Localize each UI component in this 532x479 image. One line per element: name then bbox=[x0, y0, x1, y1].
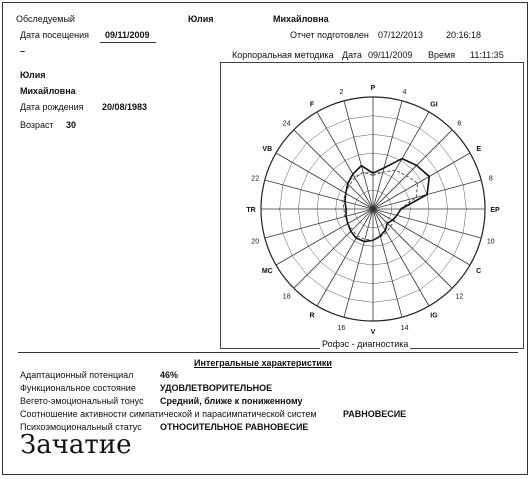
radar-axis-label: F bbox=[309, 101, 315, 109]
report-page bbox=[8, 6, 518, 466]
radar-axis-label: 10 bbox=[486, 238, 495, 246]
radar-spoke bbox=[276, 153, 373, 209]
section-divider bbox=[18, 352, 518, 353]
chart-method: Корпоральная методика bbox=[232, 50, 334, 60]
radar-spoke bbox=[344, 101, 373, 209]
integral-label-3: Соотношение активности симпатической и парасимпатической систем bbox=[20, 409, 317, 419]
visit-date-label: Дата посещения bbox=[20, 30, 89, 40]
integral-label-4: Психоэмоциональный статус bbox=[20, 422, 142, 432]
radar-axis-label: 18 bbox=[282, 293, 291, 301]
radar-spoke bbox=[373, 209, 470, 265]
radar-spoke bbox=[373, 209, 429, 306]
radar-spoke bbox=[373, 112, 429, 209]
chart-footer: Рофэс - диагностика bbox=[322, 339, 409, 349]
chart-time-label: Время bbox=[428, 50, 456, 60]
integral-label-2: Вегето-эмоциональный тонус bbox=[20, 396, 144, 406]
radar-axis-label: 12 bbox=[455, 293, 464, 301]
radar-axis-label: P bbox=[370, 85, 376, 92]
radar-spoke bbox=[373, 209, 452, 288]
integral-value-1: УДОВЛЕТВОРИТЕЛЬНОЕ bbox=[160, 383, 273, 393]
chart-time: 11:11:35 bbox=[470, 50, 504, 60]
radar-spoke bbox=[294, 209, 373, 288]
radar-axis-label: R bbox=[309, 312, 315, 320]
radar-axis-label: 6 bbox=[457, 120, 462, 128]
radar-axis-label: C bbox=[476, 268, 482, 275]
integral-title: Интегральные характеристики bbox=[194, 358, 332, 368]
integral-value-3: РАВНОВЕСИЕ bbox=[343, 409, 407, 419]
radar-spoke bbox=[317, 209, 373, 306]
radar-axis-label: E bbox=[476, 146, 482, 153]
age-value: 30 bbox=[66, 120, 77, 130]
radar-axis-label: EP bbox=[490, 207, 500, 214]
visit-date-underline bbox=[100, 42, 156, 43]
report-label: Отчет подготовлен bbox=[290, 30, 369, 40]
bottom-label: Зачатие bbox=[20, 430, 132, 460]
age-label: Возраст bbox=[20, 120, 54, 130]
chart-box bbox=[220, 62, 524, 349]
birth-date: 20/08/1983 bbox=[102, 102, 148, 112]
radar-axis-label: 8 bbox=[488, 175, 493, 183]
chart-date: 09/11/2009 bbox=[368, 50, 413, 60]
visit-date: 09/11/2009 bbox=[105, 30, 150, 40]
radar-axis-label: 2 bbox=[339, 89, 344, 97]
chart-date-label: Дата bbox=[342, 50, 362, 60]
integral-value-0: 46% bbox=[160, 370, 179, 380]
subject-name: Юлия bbox=[188, 14, 214, 24]
radar-spoke bbox=[265, 180, 373, 209]
radar-axis-label: 4 bbox=[402, 89, 407, 97]
radar-spoke bbox=[373, 153, 470, 209]
radar-spoke bbox=[373, 130, 452, 209]
radar-axis-label: 14 bbox=[400, 324, 409, 332]
birth-label: Дата рождения bbox=[20, 102, 84, 112]
integral-label-1: Функциональное состояние bbox=[20, 383, 136, 393]
radar-axis-label: TR bbox=[246, 207, 256, 214]
left-dash: – bbox=[20, 46, 26, 56]
radar-spoke bbox=[373, 209, 481, 238]
radar-spoke bbox=[265, 209, 373, 238]
left-patronymic: Михайловна bbox=[20, 86, 76, 96]
left-name: Юлия bbox=[20, 70, 46, 80]
report-date: 07/12/2013 bbox=[378, 30, 424, 40]
report-time: 20:16:18 bbox=[446, 30, 482, 40]
subject-label: Обследуемый bbox=[16, 14, 75, 24]
radar-axis-label: MC bbox=[261, 268, 273, 275]
radar-chart bbox=[221, 63, 521, 346]
radar-axis-label: VB bbox=[262, 146, 273, 153]
integral-label-0: Адаптационный потенциал bbox=[20, 370, 134, 380]
radar-axis-label: IG bbox=[430, 312, 438, 320]
radar-axis-label: V bbox=[370, 329, 376, 336]
radar-axis-label: GI bbox=[430, 101, 438, 109]
radar-axis-label: 16 bbox=[337, 324, 346, 332]
radar-axis-label: 20 bbox=[251, 238, 260, 246]
radar-spoke bbox=[373, 101, 402, 209]
radar-spoke bbox=[294, 130, 373, 209]
integral-value-2: Средний, ближе к пониженному bbox=[160, 396, 303, 406]
integral-value-4: ОТНОСИТЕЛЬНОЕ РАВНОВЕСИЕ bbox=[160, 422, 309, 432]
subject-patronymic: Михайловна bbox=[273, 14, 329, 24]
radar-axis-label: 24 bbox=[282, 120, 291, 128]
radar-axis-label: 22 bbox=[251, 175, 260, 183]
